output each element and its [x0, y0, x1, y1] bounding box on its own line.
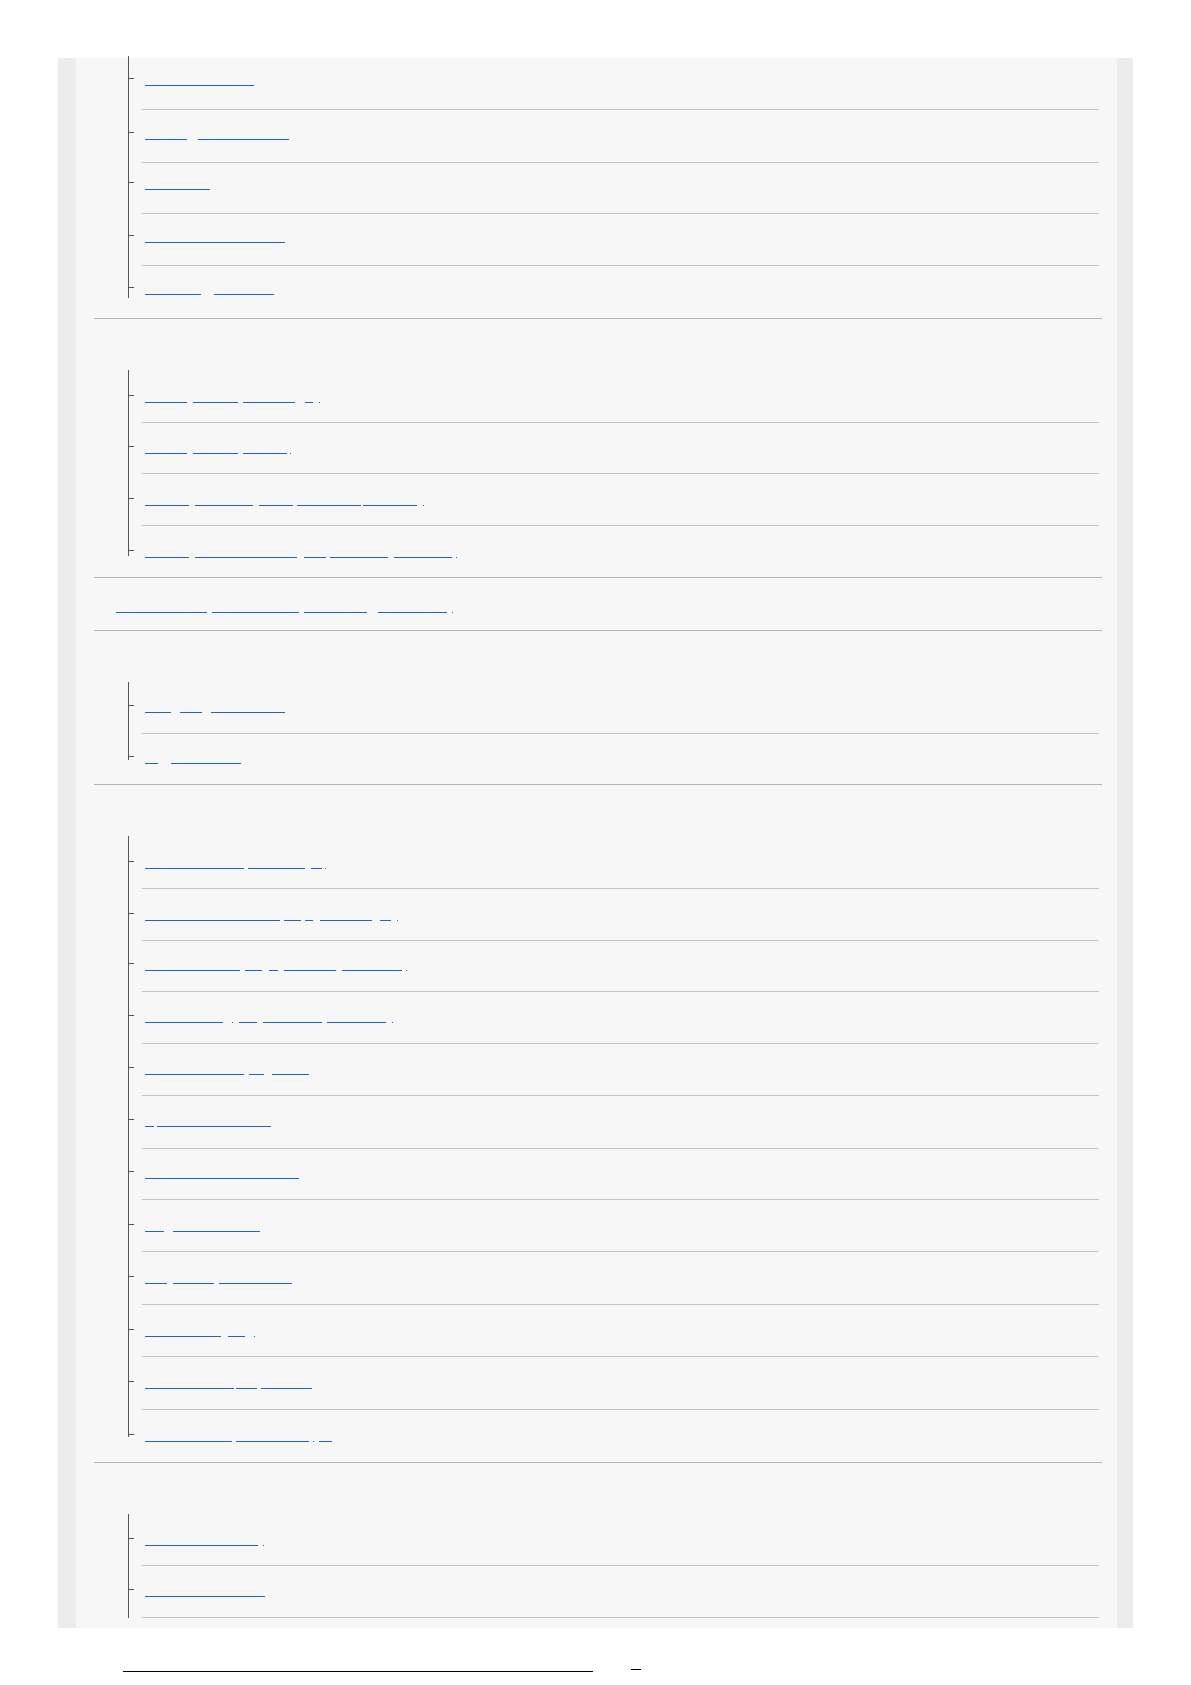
- link-underline: [145, 1022, 223, 1023]
- section-divider: [94, 1462, 1102, 1463]
- link-underline: [195, 557, 297, 558]
- tree-branch: [128, 756, 134, 757]
- link-underline: [145, 402, 187, 403]
- link-underline: [145, 139, 187, 140]
- tree-branch: [128, 1015, 134, 1016]
- link-underline: [259, 505, 293, 506]
- tree-connector: [128, 682, 129, 760]
- tree-branch: [128, 913, 134, 914]
- link-underline-dot: [313, 1441, 314, 1442]
- item-divider: [142, 888, 1099, 889]
- link-underline: [284, 920, 301, 921]
- link-underline: [195, 505, 253, 506]
- link-underline: [228, 1336, 245, 1337]
- link-underline: [363, 505, 417, 506]
- link-underline: [304, 612, 367, 613]
- tree-branch: [128, 1434, 134, 1435]
- link-underline: [319, 1441, 332, 1442]
- item-divider: [142, 1251, 1099, 1252]
- tree-branch: [128, 446, 134, 447]
- link-underline: [236, 1388, 257, 1389]
- tree-branch: [128, 1067, 134, 1068]
- link-underline: [311, 868, 322, 869]
- tree-connector: [128, 370, 129, 556]
- link-underline: [284, 970, 336, 971]
- link-underline: [193, 453, 238, 454]
- link-underline-dot: [397, 920, 398, 921]
- link-underline: [236, 1441, 309, 1442]
- tree-connector: [128, 1514, 129, 1618]
- link-underline: [305, 402, 313, 403]
- item-divider: [142, 1565, 1099, 1566]
- link-underline-dot: [392, 1022, 393, 1023]
- tree-connector: [128, 56, 129, 298]
- section-divider: [94, 630, 1102, 631]
- section-divider: [94, 784, 1102, 785]
- link-underline: [330, 557, 388, 558]
- link-underline: [272, 1074, 309, 1075]
- item-divider: [142, 1095, 1099, 1096]
- link-underline-dot: [319, 402, 320, 403]
- link-underline: [145, 970, 240, 971]
- item-divider: [142, 1409, 1099, 1410]
- link-underline-dot: [254, 1336, 255, 1337]
- link-underline: [145, 1231, 164, 1232]
- tree-branch: [128, 287, 134, 288]
- link-underline: [173, 1283, 214, 1284]
- link-underline-dot: [232, 1022, 233, 1023]
- link-underline: [219, 1283, 292, 1284]
- item-divider: [142, 213, 1099, 214]
- link-underline: [145, 1126, 154, 1127]
- link-underline: [239, 1022, 257, 1023]
- link-underline: [212, 612, 299, 613]
- link-underline-dot: [452, 612, 453, 613]
- link-underline-dot: [290, 453, 291, 454]
- item-divider: [142, 265, 1099, 266]
- tree-branch: [128, 235, 134, 236]
- link-underline-dot: [456, 557, 457, 558]
- item-divider: [142, 1617, 1099, 1618]
- tree-branch: [128, 1119, 134, 1120]
- link-underline: [378, 612, 447, 613]
- link-underline: [193, 402, 238, 403]
- item-divider: [142, 422, 1099, 423]
- link-underline: [145, 1596, 265, 1597]
- item-divider: [142, 991, 1099, 992]
- link-underline: [305, 920, 313, 921]
- tree-branch: [128, 1276, 134, 1277]
- tree-branch: [128, 861, 134, 862]
- link-underline: [380, 920, 391, 921]
- link-underline: [145, 189, 210, 190]
- link-underline: [180, 712, 202, 713]
- section-divider: [94, 577, 1102, 578]
- link-underline: [145, 1545, 258, 1546]
- link-underline: [145, 1441, 232, 1442]
- tree-branch: [128, 550, 134, 551]
- link-underline: [145, 294, 201, 295]
- item-divider: [142, 940, 1099, 941]
- link-underline: [320, 920, 372, 921]
- tree-branch: [128, 132, 134, 133]
- link-underline: [145, 868, 244, 869]
- link-underline-dot: [406, 970, 407, 971]
- link-underline: [342, 970, 402, 971]
- tree-branch: [128, 705, 134, 706]
- link-underline: [145, 920, 280, 921]
- tree-branch: [128, 1589, 134, 1590]
- tree-branch: [128, 963, 134, 964]
- link-underline: [243, 402, 295, 403]
- link-underline: [145, 1388, 234, 1389]
- tree-branch: [128, 182, 134, 183]
- item-divider: [142, 1043, 1099, 1044]
- item-divider: [142, 1148, 1099, 1149]
- tree-branch: [128, 395, 134, 396]
- link-underline: [145, 557, 189, 558]
- item-divider: [142, 1199, 1099, 1200]
- link-underline: [116, 612, 207, 613]
- link-underline: [145, 712, 171, 713]
- link-underline: [145, 1074, 244, 1075]
- tree-branch: [128, 1171, 134, 1172]
- link-underline: [211, 712, 285, 713]
- tree-connector: [128, 836, 129, 1437]
- tree-branch: [128, 1538, 134, 1539]
- link-underline: [145, 453, 187, 454]
- link-underline: [269, 970, 278, 971]
- link-underline: [261, 1388, 312, 1389]
- footer-rule: [123, 1671, 593, 1672]
- link-underline: [145, 242, 285, 243]
- item-divider: [142, 1356, 1099, 1357]
- item-divider: [142, 1304, 1099, 1305]
- link-underline-dot: [325, 868, 326, 869]
- page-number-mark: [631, 1669, 641, 1670]
- item-divider: [142, 162, 1099, 163]
- link-underline: [214, 294, 274, 295]
- link-underline: [243, 453, 287, 454]
- link-underline: [145, 505, 189, 506]
- link-underline-dot: [263, 1545, 264, 1546]
- item-divider: [142, 733, 1099, 734]
- link-underline: [245, 970, 262, 971]
- link-underline: [304, 557, 326, 558]
- link-underline: [263, 1022, 322, 1023]
- link-underline: [173, 1231, 260, 1232]
- link-underline: [145, 1178, 299, 1179]
- tree-branch: [128, 1224, 134, 1225]
- item-divider: [142, 473, 1099, 474]
- item-divider: [142, 109, 1099, 110]
- tree-branch: [128, 78, 134, 79]
- tree-branch: [128, 498, 134, 499]
- link-underline: [145, 1283, 167, 1284]
- link-underline: [327, 1022, 386, 1023]
- link-underline: [145, 85, 254, 86]
- link-underline: [171, 763, 241, 764]
- link-underline: [394, 557, 452, 558]
- link-underline: [297, 505, 361, 506]
- item-divider: [142, 525, 1099, 526]
- link-underline: [198, 139, 289, 140]
- link-underline-dot: [423, 505, 424, 506]
- link-underline: [157, 1126, 271, 1127]
- section-divider: [94, 318, 1102, 319]
- tree-branch: [128, 1329, 134, 1330]
- link-underline: [145, 1336, 221, 1337]
- link-underline: [145, 763, 158, 764]
- link-underline: [248, 868, 305, 869]
- tree-branch: [128, 1381, 134, 1382]
- link-underline: [249, 1074, 264, 1075]
